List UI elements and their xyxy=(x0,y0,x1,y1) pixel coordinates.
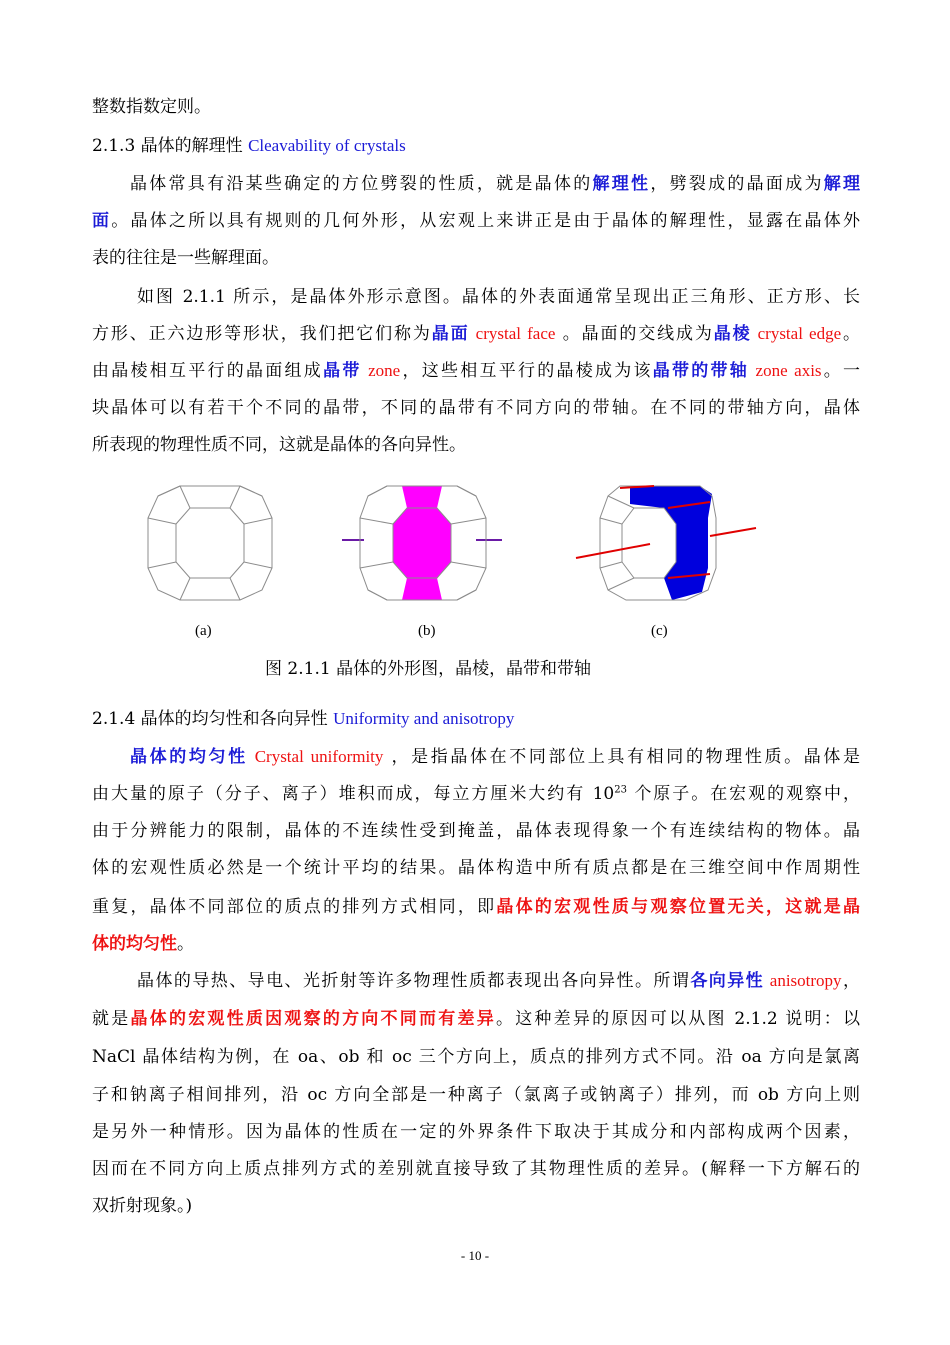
crystal-outline xyxy=(148,486,272,600)
paragraph-line: 方形、正六边形等形状，我们把它们称为晶面 crystal face 。晶面的交线成为晶棱 crystal edge。 xyxy=(92,324,861,344)
paragraph-line: 因而在不同方向上质点排列方式的差别就直接导致了其物理性质的差异。(解释一下方解石的 xyxy=(92,1159,860,1179)
figure-label-b: (b) xyxy=(418,623,436,639)
section-heading-2-1-4: 2.1.4 晶体的均匀性和各向异性 Uniformity and anisotropy xyxy=(92,709,515,729)
zone-axis-line xyxy=(576,544,650,558)
paragraph-line: 由大量的原子（分子、离子）堆积而成，每立方厘米大约有 $10^{23}$ 个原子。在宏观的观察中， xyxy=(92,784,860,804)
figure-label-a: (a) xyxy=(195,623,212,639)
crystal-figure-c xyxy=(568,478,768,606)
paragraph-line: 双折射现象。) xyxy=(92,1196,193,1216)
zone-axis-line xyxy=(710,528,756,536)
section-heading-2-1-3: 2.1.3 晶体的解理性 Cleavability of crystals xyxy=(92,136,406,156)
paragraph-line: 面。晶体之所以具有规则的几何外形，从宏观上来讲正是由于晶体的解理性，显露在晶体外 xyxy=(92,211,861,231)
paragraph-line: 晶体常具有沿某些确定的方位劈裂的性质，就是晶体的解理性，劈裂成的晶面成为解理 xyxy=(130,174,861,194)
paragraph-line: 晶体的导热、导电、光折射等许多物理性质都表现出各向异性。所谓各向异性 anisotropy， xyxy=(137,971,861,991)
paragraph-line: 重复，晶体不同部位的质点的排列方式相同，即晶体的宏观性质与观察位置无关，这就是晶 xyxy=(92,897,861,917)
paragraph-line: 表的往往是一些解理面。 xyxy=(92,248,279,268)
paragraph-line: 子和钠离子相间排列，沿 oc 方向全部是一种离子（氯离子或钠离子）排列，而 ob 方向上则 xyxy=(92,1085,860,1105)
figure-caption: 图 2.1.1 晶体的外形图，晶棱，晶带和带轴 xyxy=(265,659,592,679)
paragraph-line: NaCl 晶体结构为例，在 oa、ob 和 oc 三个方向上，质点的排列方式不同。沿 oa 方向是氯离 xyxy=(92,1047,860,1067)
paragraph-line: 就是晶体的宏观性质因观察的方向不同而有差异。这种差异的原因可以从图 2.1.2 说明：以 xyxy=(92,1009,861,1029)
paragraph-line: 体的均匀性。 xyxy=(92,934,194,954)
octagon-face xyxy=(176,508,244,578)
paragraph-line: 由于分辨能力的限制，晶体的不连续性受到掩盖，晶体表现得象一个有连续结构的物体。晶 xyxy=(92,821,860,841)
zone-band xyxy=(393,486,451,600)
page-number: - 10 - xyxy=(460,1248,490,1263)
text-line: 整数指数定则。 xyxy=(92,97,211,117)
crystal-figure-a xyxy=(140,478,280,606)
paragraph-line: 晶体的均匀性 Crystal uniformity ，是指晶体在不同部位上具有相同的物理性质。晶体是 xyxy=(130,747,861,767)
crystal-figure-b xyxy=(340,478,510,606)
figure-label-c: (c) xyxy=(651,623,668,639)
paragraph-line: 所表现的物理性质不同，这就是晶体的各向异性。 xyxy=(92,435,466,455)
paragraph-line: 块晶体可以有若干个不同的晶带，不同的晶带有不同方向的带轴。在不同的带轴方向，晶体 xyxy=(92,398,860,418)
paragraph-line: 是另外一种情形。因为晶体的性质在一定的外界条件下取决于其成分和内部构成两个因素， xyxy=(92,1122,860,1142)
paragraph-line: 由晶棱相互平行的晶面组成晶带 zone，这些相互平行的晶棱成为该晶带的带轴 zone axis。一 xyxy=(92,361,861,381)
octagon-face xyxy=(622,508,676,578)
paragraph-line: 体的宏观性质必然是一个统计平均的结果。晶体构造中所有质点都是在三维空间中作周期性 xyxy=(92,858,860,878)
paragraph-line: 如图 2.1.1 所示，是晶体外形示意图。晶体的外表面通常呈现出正三角形、正方形、长 xyxy=(137,287,860,307)
